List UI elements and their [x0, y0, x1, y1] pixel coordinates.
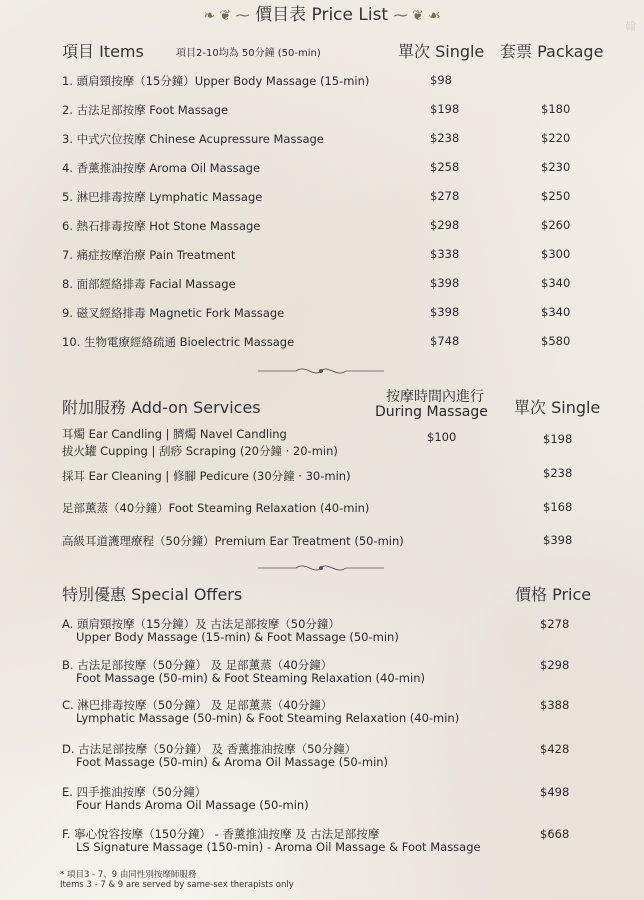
service-row-label: 5. 淋巴排毒按摩 Lymphatic Massage [62, 190, 263, 204]
service-row-single-price: $98 [430, 73, 452, 87]
offer-row-price: $298 [540, 658, 570, 672]
offer-row-price: $278 [540, 617, 570, 631]
service-row-package-price: $250 [541, 189, 571, 203]
service-row-single-price: $198 [430, 102, 460, 116]
service-row-label: 3. 中式穴位按摩 Chinese Acupressure Massage [62, 132, 324, 146]
offer-row-en: Four Hands Aroma Oil Massage (50-min) [76, 798, 309, 812]
service-row-label: 10. 生物電療經絡疏通 Bioelectric Massage [62, 335, 295, 349]
divider-ornament-icon [256, 364, 386, 378]
offers-col-price-header: 價格 Price [515, 585, 592, 604]
page-title: ❧ ❦ ⁓ 價目表 Price List ⁓ ❦ ☙ [203, 5, 441, 25]
service-row-label: 8. 面部經絡排毒 Facial Massage [62, 277, 236, 291]
offer-row-zh: E. 四手推油按摩（50分鐘） [62, 785, 207, 799]
offer-row-zh: A. 頭肩頸按摩（15分鐘）及 古法足部按摩（50分鐘） [62, 617, 340, 631]
offer-row-en: Upper Body Massage (15-min) & Foot Massage (50-min) [76, 630, 399, 644]
offer-row-en: Lymphatic Massage (50-min) & Foot Steaming Relaxation (40-min) [76, 711, 460, 725]
service-row-label: 7. 痛症按摩治療 Pain Treatment [62, 248, 236, 262]
addons-heading: 附加服務 Add-on Services [62, 398, 261, 417]
offer-row-en: Foot Massage (50-min) & Aroma Oil Massage (50-min) [76, 755, 389, 769]
service-row-label: 9. 磁叉經絡排毒 Magnetic Fork Massage [62, 306, 285, 320]
service-row-label: 6. 熱石排毒按摩 Hot Stone Massage [62, 219, 261, 233]
offers-heading: 特別優惠 Special Offers [62, 585, 243, 604]
service-row-package-price: $340 [541, 305, 571, 319]
addons-col-single-header: 單次 Single [514, 398, 601, 417]
service-row-single-price: $258 [430, 160, 460, 174]
watermark: 翰 [625, 20, 636, 33]
footnote-zh: * 項目3 - 7、9 由同性別按摩師服務 [60, 870, 197, 880]
offer-row-price: $668 [540, 827, 570, 841]
service-row-package-price: $230 [541, 160, 571, 174]
col-during-header-zh: 按摩時間內進行 [386, 389, 484, 405]
addon-row-single-price: $238 [543, 466, 573, 480]
services-heading: 項目 Items [62, 42, 144, 61]
offer-row-zh: C. 淋巴排毒按摩（50分鐘） 及 足部薰蒸（40分鐘） [62, 698, 333, 712]
offer-row-zh: F. 寧心悅容按摩（150分鐘） - 香薰推油按摩 及 古法足部按摩 [62, 827, 380, 841]
footnote-en: Items 3 - 7 & 9 are served by same-sex therapists only [60, 880, 294, 890]
service-row-single-price: $398 [430, 305, 460, 319]
service-row-package-price: $580 [541, 334, 571, 348]
service-row-package-price: $340 [541, 276, 571, 290]
service-row-package-price: $300 [541, 247, 571, 261]
col-during-header-en: During Massage [375, 404, 488, 420]
service-row-package-price: $220 [541, 131, 571, 145]
offer-row-en: LS Signature Massage (150-min) - Aroma Oil Massage & Foot Massage [76, 840, 481, 854]
service-row-single-price: $398 [430, 276, 460, 290]
service-row-label: 1. 頭肩頸按摩（15分鐘）Upper Body Massage (15-min) [62, 74, 370, 88]
addon-row-line1: 採耳 Ear Cleaning | 修腳 Pedicure (30分鐘 · 30-min) [62, 469, 351, 483]
service-row-package-price: $180 [541, 102, 571, 116]
offer-row-price: $428 [540, 742, 570, 756]
addon-row-line1: 耳燭 Ear Candling | 臍燭 Navel Candling [62, 427, 287, 441]
service-row-label: 4. 香薰推油按摩 Aroma Oil Massage [62, 161, 261, 175]
services-subheading: 項目2-10均為 50分鐘 (50-min) [176, 48, 321, 59]
service-row-single-price: $298 [430, 218, 460, 232]
ornament-left-icon: ❧ ❦ ⁓ [203, 8, 250, 24]
offer-row-zh: B. 古法足部按摩（50分鐘） 及 足部薰蒸（40分鐘） [62, 658, 333, 672]
service-row-single-price: $338 [430, 247, 460, 261]
addon-row-single-price: $198 [543, 432, 573, 446]
divider-ornament-icon [256, 561, 386, 575]
addon-row-line1: 足部薰蒸（40分鐘）Foot Steaming Relaxation (40-min) [62, 501, 370, 515]
addon-row-single-price: $398 [543, 533, 573, 547]
service-row-single-price: $238 [430, 131, 460, 145]
offer-row-en: Foot Massage (50-min) & Foot Steaming Relaxation (40-min) [76, 671, 425, 685]
addon-row-during-price: $100 [427, 430, 457, 444]
offer-row-price: $498 [540, 785, 570, 799]
addon-row-single-price: $168 [543, 500, 573, 514]
addon-row-line2: 拔火罐 Cupping | 刮痧 Scraping (20分鐘 · 20-min) [62, 444, 338, 458]
col-package-header: 套票 Package [500, 42, 604, 61]
offer-row-price: $388 [540, 698, 570, 712]
addon-row-line1: 高級耳道護理療程（50分鐘）Premium Ear Treatment (50-min) [62, 534, 404, 548]
service-row-single-price: $748 [430, 334, 460, 348]
ornament-right-icon: ⁓ ❦ ☙ [393, 8, 441, 24]
service-row-label: 2. 古法足部按摩 Foot Massage [62, 103, 229, 117]
service-row-single-price: $278 [430, 189, 460, 203]
col-single-header: 單次 Single [398, 42, 485, 61]
offer-row-zh: D. 古法足部按摩（50分鐘） 及 香薰推油按摩（50分鐘） [62, 742, 357, 756]
service-row-package-price: $260 [541, 218, 571, 232]
